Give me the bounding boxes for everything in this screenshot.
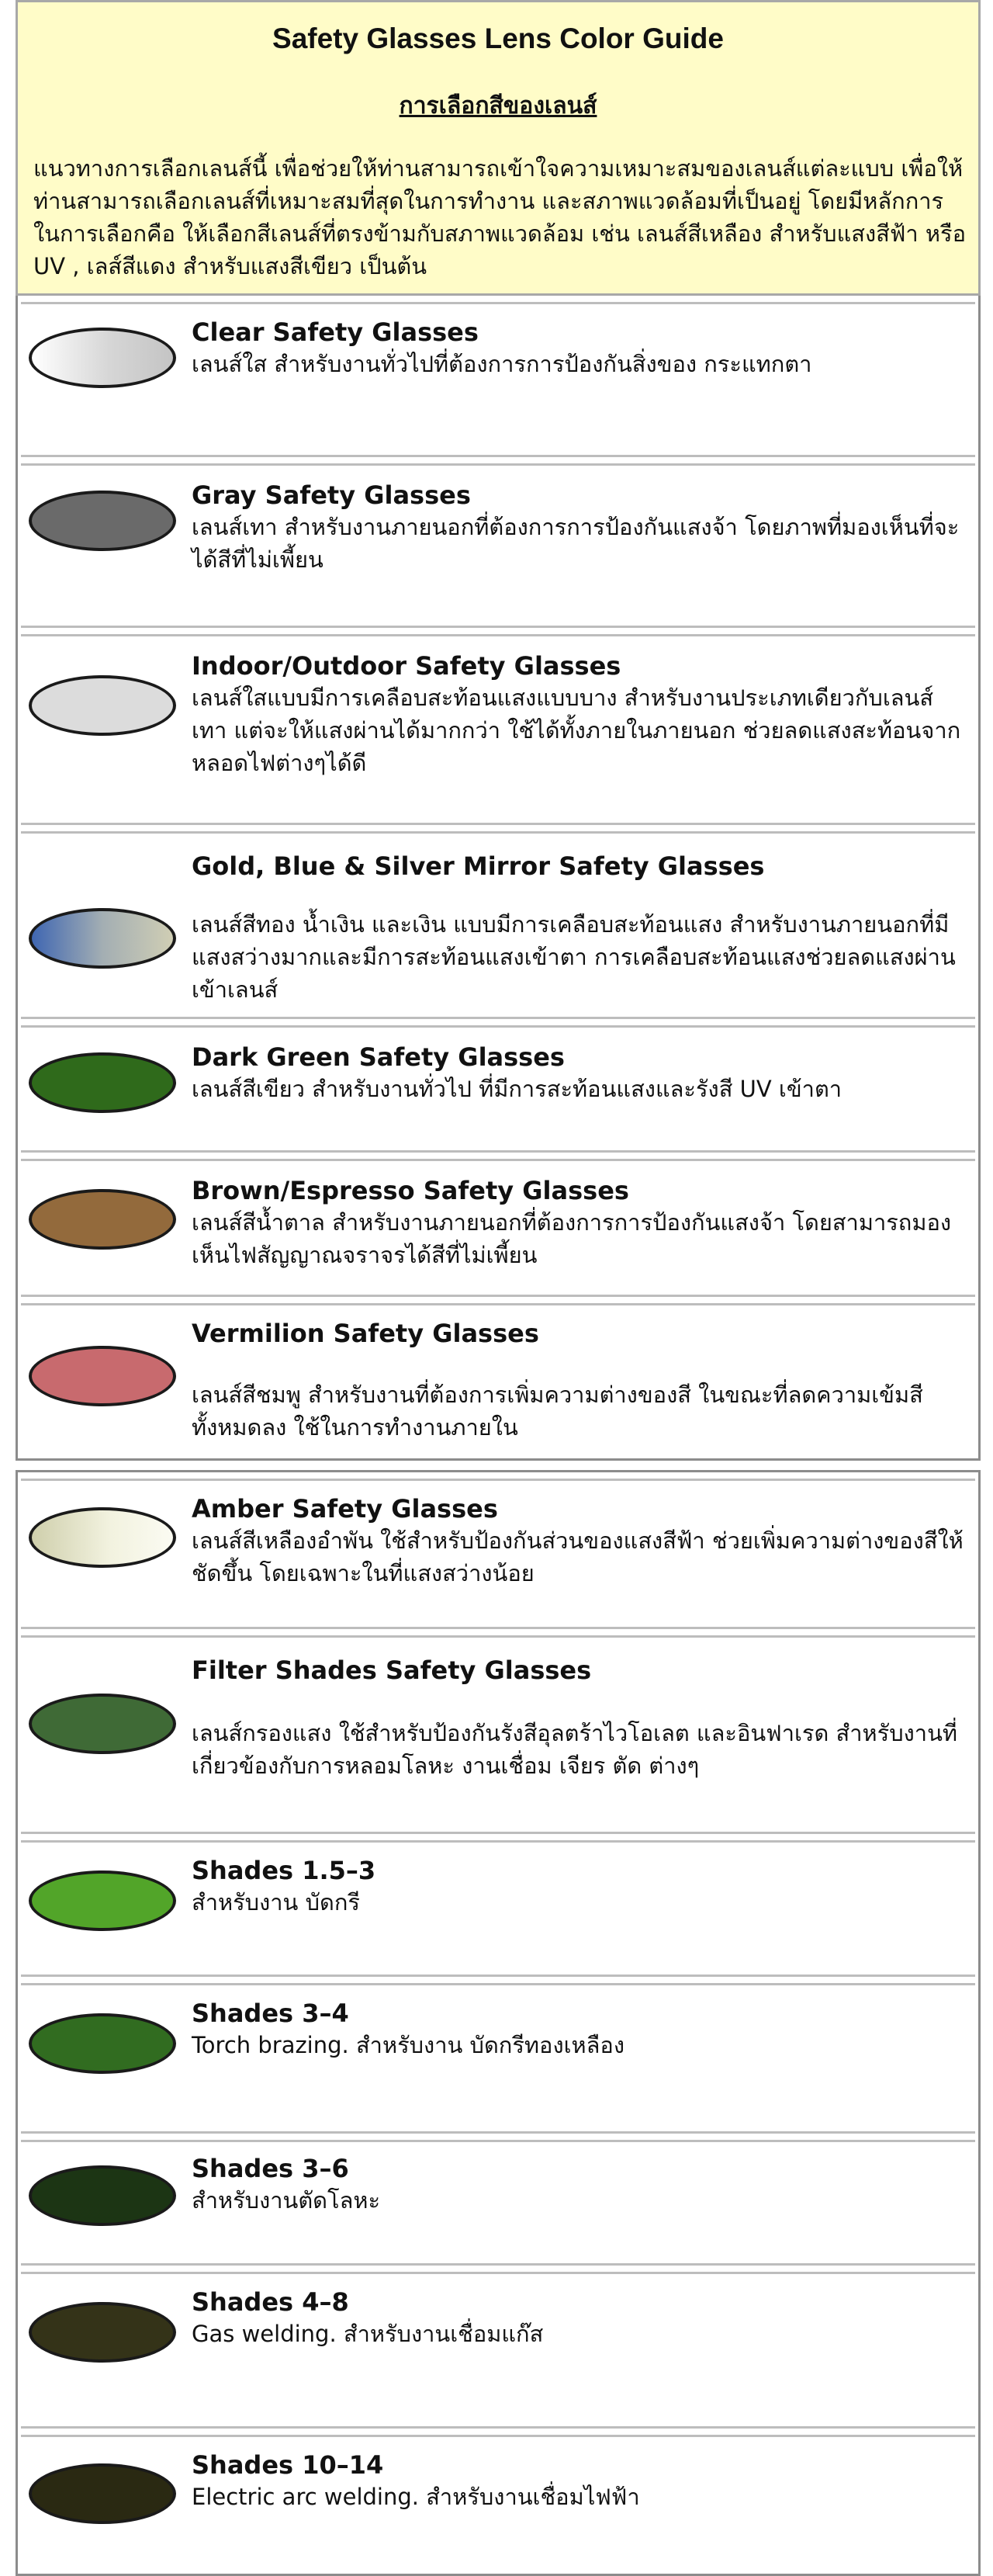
lens-description: เลนส์กรองแสง ใช้สำหรับป้องกันรังสีอุลตร้าไวโอเลต และอินฟาเรด สำหรับงานที่เกี่ยวข้องกับการหลอมโลหะ งานเชื่อม เจียร ตัด ต่างๆ xyxy=(192,1720,958,1779)
lens-row-filter-shades xyxy=(21,1635,975,1834)
lens-description: เลนส์ใสแบบมีการเคลือบสะท้อนแสงแบบบาง สำหรับงานประเภทเดียวกับเลนส์เทา แต่จะให้แสงผ่านได้มากกว่า ใช้ได้ทั้งภายในภายนอก ช่วยลดแสงสะท้อนจากหลอดไฟต่างๆได้ดี xyxy=(192,685,961,776)
lens-name: Shades 3–4 xyxy=(192,1999,349,2028)
shades-1-5-3-lens-icon xyxy=(29,1870,176,1931)
lens-name: Dark Green Safety Glasses xyxy=(192,1042,565,1072)
lens-name: Filter Shades Safety Glasses xyxy=(192,1656,592,1685)
lens-name: Gold, Blue & Silver Mirror Safety Glasses xyxy=(192,851,765,881)
lens-name: Shades 1.5–3 xyxy=(192,1856,376,1885)
page-subtitle: การเลือกสีของเลนส์ xyxy=(399,92,597,120)
lens-name: Shades 3–6 xyxy=(192,2154,349,2183)
lens-row-shades-3-6 xyxy=(21,2140,975,2266)
filter-shades-lens-icon xyxy=(29,1694,176,1754)
lens-name: Gray Safety Glasses xyxy=(192,480,471,510)
brown-lens-icon xyxy=(29,1189,176,1250)
lens-name: Shades 10–14 xyxy=(192,2450,384,2480)
mirror-lens-icon xyxy=(29,908,176,969)
lens-name: Vermilion Safety Glasses xyxy=(192,1319,539,1348)
lens-row-brown xyxy=(21,1159,975,1297)
shades-3-6-lens-icon xyxy=(29,2165,176,2226)
gray-lens-icon xyxy=(29,491,176,551)
clear-lens-icon xyxy=(29,328,176,388)
lens-list-part-1 xyxy=(16,296,981,1461)
lens-row-vermilion xyxy=(21,1303,975,1455)
lens-name: Indoor/Outdoor Safety Glasses xyxy=(192,651,621,681)
dark-green-lens-icon xyxy=(29,1052,176,1113)
shades-10-14-lens-icon xyxy=(29,2463,176,2524)
shades-4-8-lens-icon xyxy=(29,2302,176,2363)
guide-header xyxy=(16,0,981,296)
lens-row-dark-green xyxy=(21,1025,975,1153)
lens-description: Gas welding. สำหรับงานเชื่อมแก๊ส xyxy=(192,2321,544,2347)
lens-row-shades-4-8 xyxy=(21,2272,975,2429)
lens-row-shades-1-5-3 xyxy=(21,1840,975,1977)
lens-row-mirror xyxy=(21,831,975,1019)
page-title: Safety Glasses Lens Color Guide xyxy=(272,23,724,54)
lens-description: เลนส์เทา สำหรับงานภายนอกที่ต้องการการป้องกันแสงจ้า โดยภาพที่มองเห็นที่จะได้สีที่ไม่เพี้ยน xyxy=(192,514,960,573)
lens-list-part-2 xyxy=(16,1470,981,2576)
lens-name: Shades 4–8 xyxy=(192,2287,349,2317)
lens-description: เลนส์สีเหลืองอำพัน ใช้สำหรับป้องกันส่วนของแสงสีฟ้า ช่วยเพิ่มความต่างของสีให้ชัดขึ้น โดยเฉพาะในที่แสงสว่างน้อย xyxy=(192,1527,964,1586)
lens-name: Amber Safety Glasses xyxy=(192,1494,498,1524)
lens-description: สำหรับงานตัดโลหะ xyxy=(192,2187,381,2214)
indoor-outdoor-lens-icon xyxy=(29,675,176,736)
lens-row-shades-10-14 xyxy=(21,2435,975,2568)
lens-description: Electric arc welding. สำหรับงานเชื่อมไฟฟ้า xyxy=(192,2484,640,2510)
vermilion-lens-icon xyxy=(29,1346,176,1406)
lens-description: เลนส์ใส สำหรับงานทั่วไปที่ต้องการการป้องกันสิ่งของ กระแทกตา xyxy=(192,351,812,377)
lens-description: เลนส์สีน้ำตาล สำหรับงานภายนอกที่ต้องการการป้องกันแสงจ้า โดยสามารถมองเห็นไฟสัญญาณจราจรได้สีที่ไม่เพี้ยน xyxy=(192,1209,952,1268)
lens-row-gray xyxy=(21,463,975,628)
amber-lens-icon xyxy=(29,1507,176,1568)
lens-row-clear xyxy=(21,302,975,457)
lens-name: Clear Safety Glasses xyxy=(192,317,479,347)
lens-row-shades-3-4 xyxy=(21,1983,975,2134)
lens-name: Brown/Espresso Safety Glasses xyxy=(192,1176,629,1205)
lens-description: เลนส์สีชมพู สำหรับงานที่ต้องการเพิ่มความต่างของสี ในขณะที่ลดความเข้มสีทั้งหมดลง ใช้ในการทำงานภายใน xyxy=(192,1382,923,1441)
lens-row-indoor-outdoor xyxy=(21,634,975,825)
lens-description: เลนส์สีทอง น้ำเงิน และเงิน แบบมีการเคลือบสะท้อนแสง สำหรับงานภายนอกที่มีแสงสว่างมากและมีการสะท้อนแสงเข้าตา การเคลือบสะท้อนแสงช่วยลดแสงผ่านเข้าเลนส์ xyxy=(192,911,956,1003)
lens-description: สำหรับงาน บัดกรี xyxy=(192,1889,360,1916)
lens-row-amber xyxy=(21,1479,975,1629)
shades-3-4-lens-icon xyxy=(29,2013,176,2074)
lens-description: เลนส์สีเขียว สำหรับงานทั่วไป ที่มีการสะท้อนแสงและรังสี UV เข้าตา xyxy=(192,1076,842,1102)
lens-description: Torch brazing. สำหรับงาน บัดกรีทองเหลือง xyxy=(192,2032,625,2058)
intro-text: แนวทางการเลือกเลนส์นี้ เพื่อช่วยให้ท่านสามารถเข้าใจความเหมาะสมของเลนส์แต่ละแบบ เพื่อให้ท่านสามารถเลือกเลนส์ที่เหมาะสมที่สุดในการทำงาน และสภาพแวดล้อมที่เป็นอยู่ โดยมีหลักการในการเลือกคือ ให้เลือกสีเลนส์ที่ตรงข้ามกับสภาพแวดล้อม เช่น เลนส์สีเหลือง สำหรับแสงสีฟ้า หรือ UV , เลส์สีแดง สำหรับแสงสีเขียว เป็นต้น xyxy=(33,155,966,279)
